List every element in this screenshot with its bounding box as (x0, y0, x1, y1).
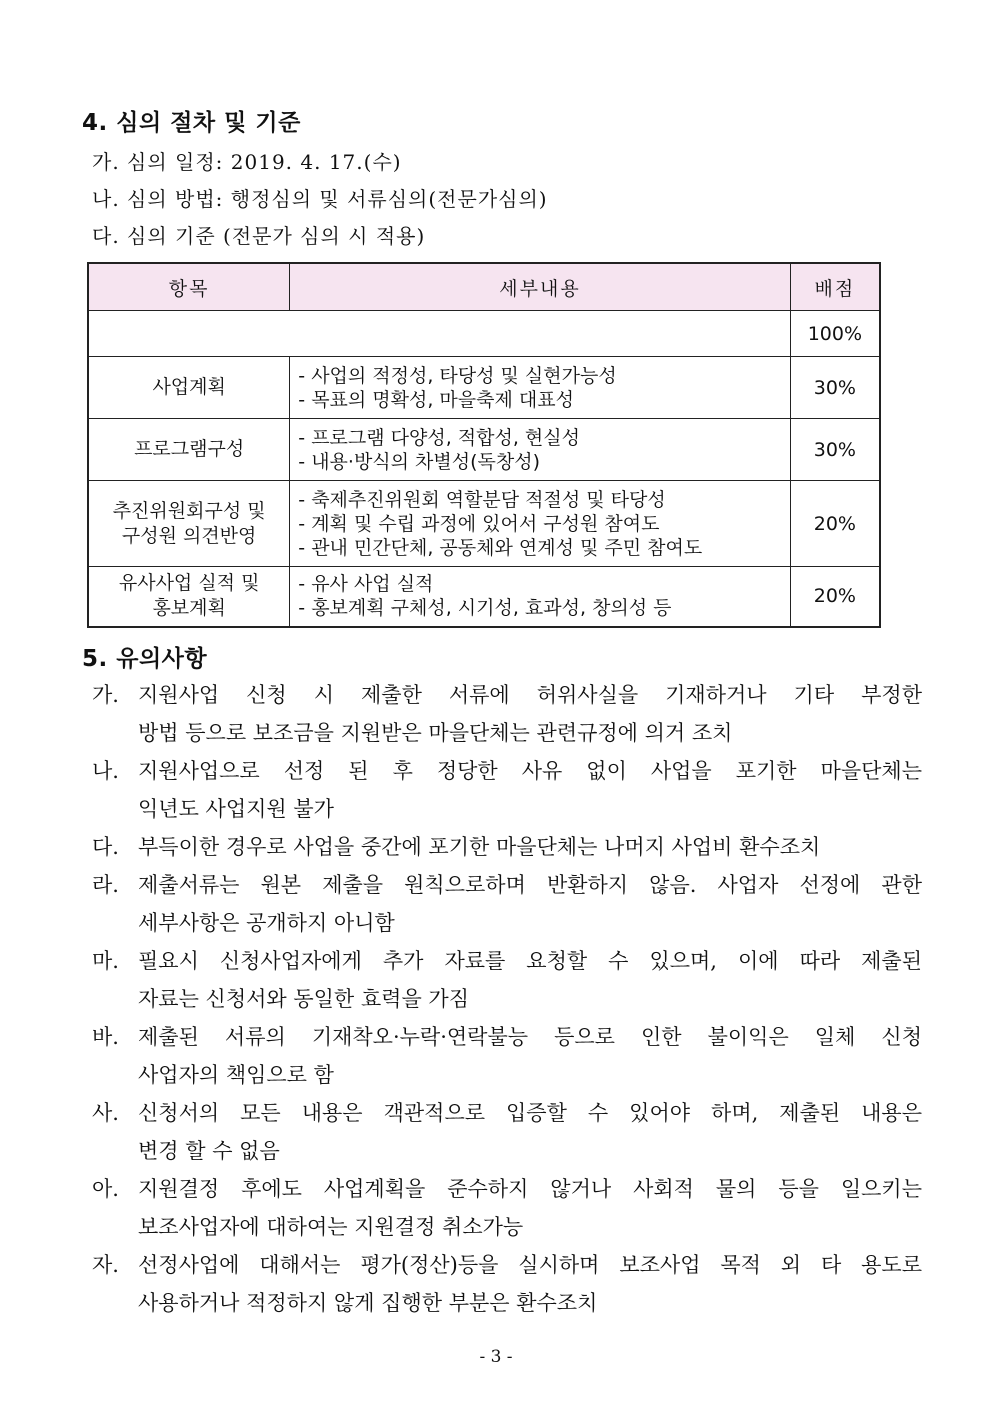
detail-line: - 목표의 명확성, 마을축제 대표성 (298, 388, 574, 411)
item-text: 심의 방법: 행정심의 및 서류심의(전문가심의) (127, 187, 548, 211)
row-item-line: 구성원 의견반영 (121, 524, 257, 547)
item-mark: 가. (92, 150, 120, 174)
detail-line: - 사업의 적정성, 타당성 및 실현가능성 (298, 364, 617, 387)
table-row (88, 357, 880, 419)
detail-line: - 홍보계획 구체성, 시기성, 효과성, 창의성 등 (298, 597, 672, 620)
header-detail: 세부내용 (290, 263, 790, 311)
row-item (88, 567, 290, 627)
note-line: 신청서의 모든 내용은 객관적으로 입증할 수 있어야 하며, 제출된 내용은 (138, 1101, 922, 1125)
note-mark: 바. (92, 1025, 119, 1049)
note-line: 사용하거나 적정하지 않게 집행한 부분은 환수조치 (138, 1291, 598, 1315)
note-mark: 아. (92, 1177, 119, 1201)
total-row (88, 311, 880, 357)
row-detail (290, 419, 790, 481)
list-item (92, 866, 922, 942)
row-score: 30% (790, 357, 880, 419)
row-item-line: 홍보계획 (152, 597, 226, 620)
table-row (88, 567, 880, 627)
table-row (88, 481, 880, 567)
list-item (92, 828, 922, 866)
detail-line: - 유사 사업 실적 (298, 573, 434, 596)
list-item (92, 942, 922, 1018)
row-score: 20% (790, 567, 880, 627)
row-item (88, 419, 290, 481)
row-item-line: 사업계획 (152, 376, 226, 398)
detail-line: - 프로그램 다양성, 적합성, 현실성 (298, 426, 580, 449)
note-line: 필요시 신청사업자에게 추가 자료를 요청할 수 있으며, 이에 따라 제출된 (138, 949, 922, 973)
section-4-title: 4. 심의 절차 및 기준 (82, 110, 301, 136)
note-line: 세부사항은 공개하지 아니함 (138, 911, 395, 935)
row-detail (290, 357, 790, 419)
detail-line: - 내용·방식의 차별성(독창성) (298, 450, 540, 473)
criteria-line (92, 220, 425, 249)
note-mark: 라. (92, 873, 119, 897)
list-item (92, 752, 922, 828)
row-item (88, 357, 290, 419)
note-line: 보조사업자에 대하여는 지원결정 취소가능 (138, 1215, 524, 1239)
note-line: 지원사업 신청 시 제출한 서류에 허위사실을 기재하거나 기타 부정한 (138, 683, 922, 707)
note-mark: 자. (92, 1253, 119, 1277)
schedule-line (92, 146, 402, 175)
row-item-line: 추진위원회구성 및 (112, 499, 266, 522)
list-item (92, 1170, 922, 1246)
note-line: 제출된 서류의 기재착오·누락·연락불능 등으로 인한 불이익은 일체 신청 (138, 1025, 922, 1049)
row-score: 20% (790, 481, 880, 567)
detail-line: - 축제추진위원회 역할분담 적절성 및 타당성 (298, 488, 666, 511)
note-line: 부득이한 경우로 사업을 중간에 포기한 마을단체는 나머지 사업비 환수조치 (138, 835, 821, 859)
note-mark: 다. (92, 835, 119, 859)
note-line: 익년도 사업지원 불가 (138, 797, 334, 821)
note-line: 사업자의 책임으로 함 (138, 1063, 334, 1087)
note-mark: 나. (92, 759, 119, 783)
section-5-title: 5. 유의사항 (82, 646, 208, 672)
method-line (92, 183, 548, 212)
note-line: 변경 할 수 없음 (138, 1139, 280, 1163)
row-detail (290, 567, 790, 627)
item-mark: 나. (92, 187, 120, 211)
header-item: 항목 (88, 263, 290, 311)
table-header-row (88, 263, 880, 311)
row-detail (290, 481, 790, 567)
detail-line: - 관내 민간단체, 공동체와 연계성 및 주민 참여도 (298, 536, 703, 559)
total-score: 100% (790, 311, 880, 357)
note-mark: 마. (92, 949, 119, 973)
row-item-line: 유사사업 실적 및 (118, 572, 260, 595)
page-number: - 3 - (479, 1347, 513, 1367)
note-mark: 가. (92, 683, 119, 707)
list-item (92, 1094, 922, 1170)
item-text: 심의 기준 (전문가 심의 시 적용) (127, 224, 426, 248)
note-line: 선정사업에 대해서는 평가(정산)등을 실시하며 보조사업 목적 외 타 용도로 (138, 1253, 922, 1277)
note-line: 지원사업으로 선정 된 후 정당한 사유 없이 사업을 포기한 마을단체는 (138, 759, 922, 783)
criteria-table (87, 262, 881, 628)
note-line: 제출서류는 원본 제출을 원칙으로하며 반환하지 않음. 사업자 선정에 관한 (138, 873, 922, 897)
row-item-line: 프로그램구성 (134, 438, 245, 460)
total-blank-cell (88, 311, 790, 357)
note-line: 지원결정 후에도 사업계획을 준수하지 않거나 사회적 물의 등을 일으키는 (138, 1177, 922, 1201)
item-mark: 다. (92, 224, 120, 248)
notes-list (92, 676, 922, 1322)
row-item (88, 481, 290, 567)
note-mark: 사. (92, 1101, 119, 1125)
note-line: 방법 등으로 보조금을 지원받은 마을단체는 관련규정에 의거 조치 (138, 721, 733, 745)
list-item (92, 676, 922, 752)
list-item (92, 1018, 922, 1094)
table-row (88, 419, 880, 481)
header-score: 배점 (790, 263, 880, 311)
row-score: 30% (790, 419, 880, 481)
detail-line: - 계획 및 수립 과정에 있어서 구성원 참여도 (298, 512, 660, 535)
note-line: 자료는 신청서와 동일한 효력을 가짐 (138, 987, 469, 1011)
item-text: 심의 일정: 2019. 4. 17.(수) (127, 150, 402, 174)
list-item (92, 1246, 922, 1322)
